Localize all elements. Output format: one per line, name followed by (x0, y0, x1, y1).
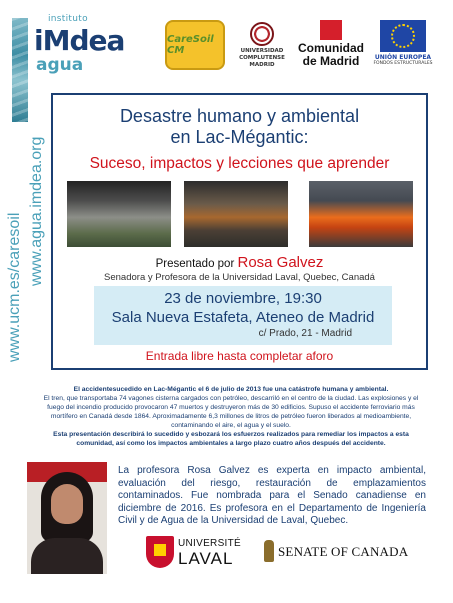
eu-title: UNIÓN EUROPEA (374, 54, 432, 61)
event-date: 23 de noviembre, 19:30 (164, 290, 322, 307)
event-box (51, 93, 428, 370)
speaker-role: Senadora y Profesora de la Universidad Laval, Quebec, Canadá (104, 272, 375, 283)
ucm-name: UNIVERSIDAD COMPLUTENSE MADRID (239, 48, 285, 68)
laval-shield-icon (146, 536, 174, 568)
senate-logo (264, 540, 414, 564)
comunidad-madrid-text: Comunidad de Madrid (298, 41, 364, 68)
description-p1: El accidentesucedido en Lac-Mégantic el 6 de julio de 2013 fue una catástrofe humana y ambiental. (73, 386, 389, 393)
event-entry: Entrada libre hasta completar aforo (145, 349, 334, 363)
senate-text: SENATE OF CANADA (278, 544, 409, 559)
laval-logo (146, 536, 242, 570)
event-photo-1 (67, 181, 171, 247)
imdea-agua-text: agua (36, 55, 84, 75)
senate-crest-icon (264, 540, 274, 562)
imdea-logo (34, 12, 144, 74)
description (36, 385, 426, 448)
laval-universite: UNIVERSITÉ (178, 538, 242, 549)
comunidad-madrid-logo (294, 20, 368, 74)
ucm-seal-icon (250, 22, 274, 46)
caresoil-logo: CareSoil CM (165, 20, 225, 70)
description-p2: El tren, que transportaba 74 vagones cisterna cargados con petróleo, descarriló en el centro de la ciudad. Las explosiones y el fuego del incendio producido provocaron 47 muertos y destruyeron más de 30 edificios. Supuso el accidente ferroviario más mortífero en Canadá desde 1864. Aproximadamente 6,3 millones de litros de petróleo fueron liberados al medioambiente, contaminando el aire, el agua y el suelo. (43, 395, 419, 429)
side-url-ucm[interactable]: www.ucm.es/caresoil (6, 212, 23, 362)
description-p3: Esta presentación describirá lo sucedido y esbozará los esfuerzos realizados para remediar los impactos a esta comunidad, así como los impactos ambientales a largo plazo cuatro años después del accidente. (53, 431, 409, 447)
speaker-name: Rosa Galvez (237, 254, 324, 271)
eu-logo (372, 20, 434, 76)
ucm-logo (232, 22, 292, 72)
madrid-flag-icon (320, 20, 342, 40)
speaker-portrait (27, 462, 107, 574)
event-address: c/ Prado, 21 - Madrid (258, 328, 352, 339)
event-place: Sala Nueva Estafeta, Ateneo de Madrid (111, 309, 375, 326)
laval-name: LAVAL (178, 549, 234, 568)
water-strip (12, 18, 28, 122)
event-subtitle: Suceso, impactos y lecciones que aprender (89, 155, 390, 172)
event-title-line2: en Lac-Mégantic: (170, 127, 309, 147)
presented-prefix: Presentado por (155, 258, 235, 270)
event-title-line1: Desastre humano y ambiental (119, 106, 360, 126)
side-url-imdea[interactable]: www.agua.imdea.org (28, 136, 45, 286)
event-photo-3 (309, 181, 413, 247)
imdea-name-text: iMdea (34, 24, 125, 57)
imdea-institute-text: instituto (48, 14, 88, 24)
presented-by (53, 254, 426, 271)
event-photo-2 (184, 181, 288, 247)
eu-flag-icon (380, 20, 426, 52)
event-details (94, 286, 392, 345)
eu-subtitle: FONDOS ESTRUCTURALES (373, 61, 433, 66)
speaker-bio: La profesora Rosa Galvez es experta en impacto ambiental, evaluación del riesgo, restauración de emplazamientos contaminados. Fue nombrada para el Senado canadiense en diciembre de 2016. Es profesora en el Departamento de Ingeniería Civil y de Agua de la Universidad de Laval, Quebec. (118, 465, 426, 526)
